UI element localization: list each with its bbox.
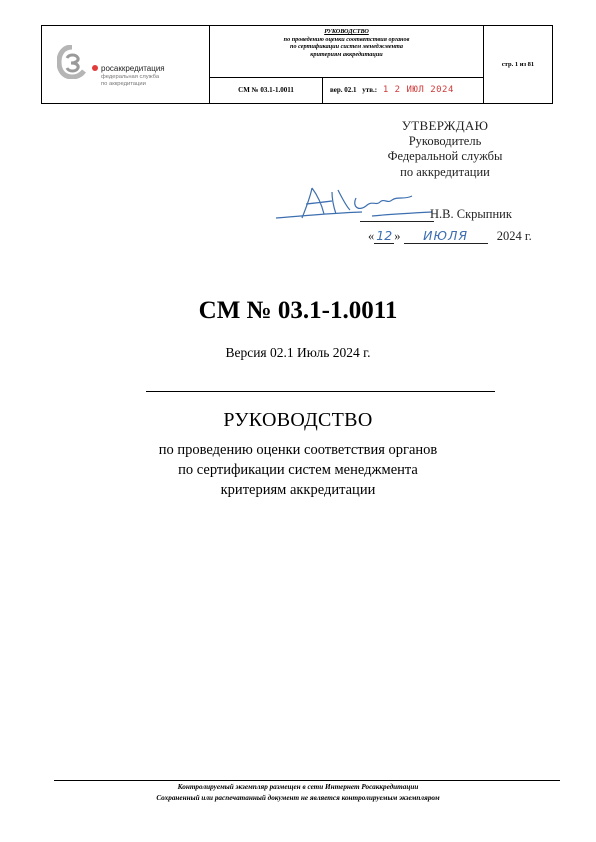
approval-position: Руководитель [408, 133, 482, 148]
approval-position: по аккредитации [400, 164, 490, 179]
signatory-name: Н.В. Скрыпник [430, 207, 512, 221]
approval-block [360, 118, 530, 180]
subtitle-line: по сертификации систем менеджмента [178, 462, 418, 478]
header-title-line: РУКОВОДСТВО [324, 28, 369, 35]
approved-label: утв.: [362, 86, 378, 94]
header-version [323, 78, 484, 103]
footer-line: Сохраненный или распечатанный документ не является контролируемым экземпляром [156, 793, 440, 802]
header-title-line: по сертификации систем менеджмента [290, 43, 403, 51]
date-quote: » [394, 229, 401, 243]
document-type: РУКОВОДСТВО [223, 409, 373, 431]
logo-subtitle-line: федеральная служба [101, 74, 160, 80]
footer-line: Контролируемый экземпляр размещен в сети Интернет Росаккредитации [177, 783, 419, 791]
subtitle-line: по проведению оценки соответствия органов [158, 442, 438, 458]
date-year: 2024 г. [496, 229, 532, 243]
logo-subtitle [101, 74, 159, 87]
header-title-line: по проведению оценки соответствия органов [283, 35, 410, 43]
subtitle-line: критериям аккредитации [220, 482, 376, 498]
approval-heading: УТВЕРЖДАЮ [401, 118, 489, 133]
logo-name: росаккредитация [101, 64, 165, 73]
date-day: 12 [374, 228, 394, 244]
header-title-line: критериям аккредитации [310, 50, 383, 58]
logo-subtitle-line: по аккредитации [101, 80, 146, 87]
document-subtitle [0, 440, 596, 500]
title-divider [146, 391, 495, 392]
signature [272, 180, 442, 230]
header-title [210, 26, 484, 78]
version-label: вер. 02.1 [330, 86, 357, 94]
footer-note [0, 782, 596, 803]
signature-underline [360, 221, 434, 222]
date-month: ИЮЛЯ [404, 228, 488, 244]
logo-cell [42, 26, 210, 103]
signatory-line [430, 207, 512, 222]
approval-date [368, 228, 532, 244]
page-info: стр. 1 из 81 [501, 61, 535, 68]
logo-red-dot [92, 65, 98, 71]
approval-position: Федеральной службы [387, 149, 503, 163]
approved-stamp-date: 1 2 ИЮЛ 2024 [382, 85, 454, 95]
rosaccreditation-logo-icon [57, 45, 87, 79]
document-header-table [41, 25, 553, 104]
header-doc-code: СМ № 03.1-1.0011 [210, 78, 323, 103]
date-quote: « [368, 229, 375, 243]
document-version: Версия 02.1 Июль 2024 г. [225, 345, 371, 360]
document-code: СМ № 03.1-1.0011 [198, 297, 398, 324]
footer-divider [54, 780, 560, 781]
